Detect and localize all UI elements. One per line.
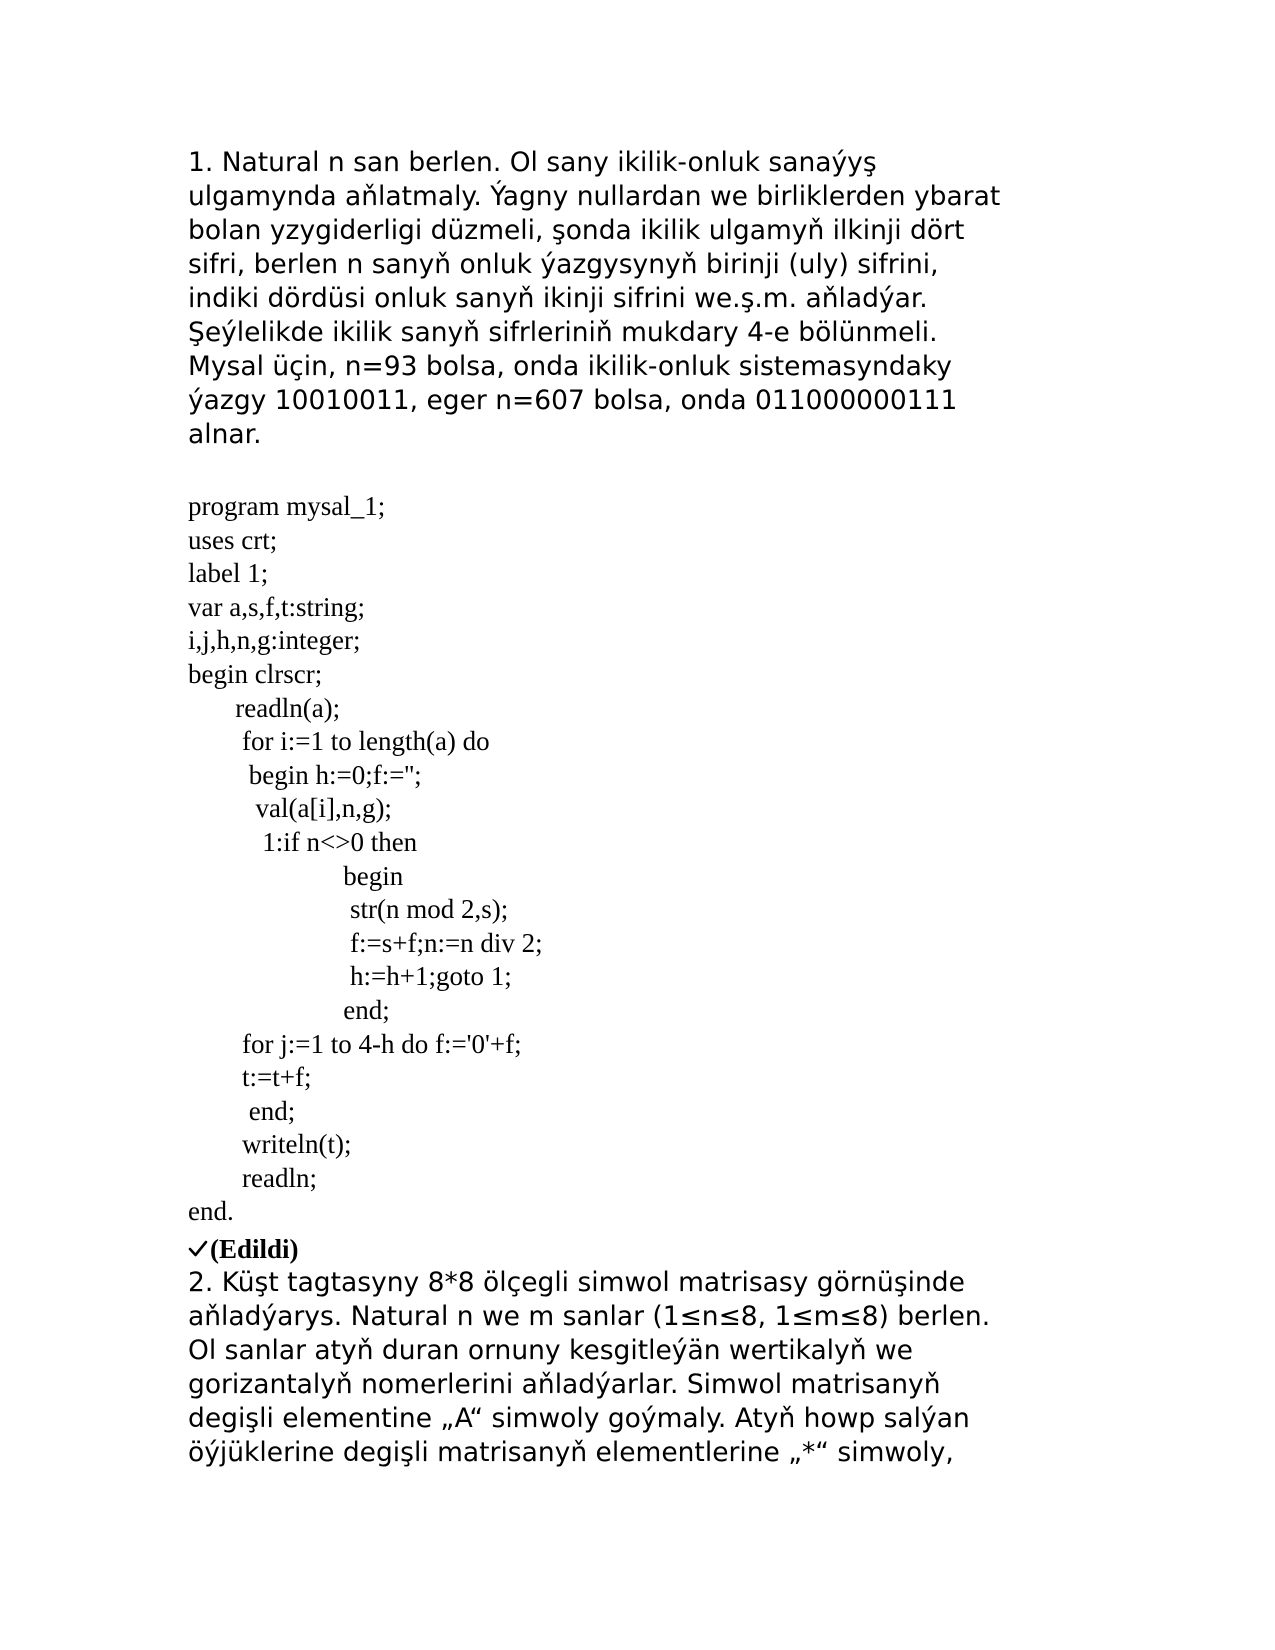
code-line: begin h:=0;f:=''; bbox=[188, 759, 422, 790]
code-line: writeln(t); bbox=[188, 1129, 352, 1160]
code-line: end; bbox=[188, 1095, 296, 1126]
problem-1-line: alnar. bbox=[188, 419, 262, 450]
problem-1-line: 1. Natural n san berlen. Ol sany ikilik-onluk sanaýyş bbox=[188, 147, 877, 178]
problem-1-line: ulgamynda aňlatmaly. Ýagny nullardan we birliklerden ybarat bbox=[188, 181, 1001, 212]
problem-2-line: gorizantalyň nomerlerini aňladýarlar. Simwol matrisanyň bbox=[188, 1369, 941, 1400]
problem-2-line: aňladýarys. Natural n we m sanlar (1≤n≤8, 1≤m≤8) berlen. bbox=[188, 1301, 991, 1332]
problem-2-line: 2. Küşt tagtasyny 8*8 ölçegli simwol matrisasy görnüşinde bbox=[188, 1267, 965, 1298]
code-line: begin bbox=[188, 860, 404, 891]
code-line: label 1; bbox=[188, 558, 269, 589]
problem-2-line: Ol sanlar atyň duran ornuny kesgitleýän wertikalyň we bbox=[188, 1335, 913, 1366]
code-line: for i:=1 to length(a) do bbox=[188, 726, 490, 757]
code-line: end; bbox=[188, 994, 390, 1025]
problem-1-line: bolan yzygiderligi düzmeli, şonda ikilik ulgamyň ilkinji dört bbox=[188, 215, 965, 246]
problem-1-line: indiki dördüsi onluk sanyň ikinji sifrini we.ş.m. aňladýar. bbox=[188, 283, 928, 314]
code-line: begin clrscr; bbox=[188, 658, 323, 689]
code-line: str(n mod 2,s); bbox=[188, 894, 509, 925]
code-line: 1:if n<>0 then bbox=[188, 826, 418, 857]
code-line: program mysal_1; bbox=[188, 491, 386, 521]
problem-1-line: sifri, berlen n sanyň onluk ýazgysynyň birinji (uly) sifrini, bbox=[188, 249, 939, 280]
status-label: (Edildi) bbox=[210, 1234, 299, 1264]
code-line: readln(a); bbox=[188, 692, 341, 723]
code-line: for j:=1 to 4-h do f:='0'+f; bbox=[188, 1028, 522, 1059]
code-line: f:=s+f;n:=n div 2; bbox=[188, 927, 543, 958]
code-line: h:=h+1;goto 1; bbox=[188, 961, 512, 992]
code-line: t:=t+f; bbox=[188, 1062, 312, 1093]
code-line: readln; bbox=[188, 1162, 317, 1193]
code-line: end. bbox=[188, 1196, 234, 1227]
problem-2-line: degişli elementine „A“ simwoly goýmaly. Atyň howp salýan bbox=[188, 1403, 970, 1434]
problem-2-line: öýjüklerine degişli matrisanyň elementlerine „*“ simwoly, bbox=[188, 1437, 954, 1468]
code-line: val(a[i],n,g); bbox=[188, 793, 392, 824]
code-line: var a,s,f,t:string; bbox=[188, 591, 365, 622]
problem-1-line: ýazgy 10010011, eger n=607 bolsa, onda 011000000111 bbox=[188, 385, 958, 416]
check-icon bbox=[188, 1232, 208, 1266]
code-line: uses crt; bbox=[188, 524, 278, 555]
pascal-code-listing bbox=[188, 490, 543, 1229]
problem-2-text bbox=[188, 1266, 990, 1470]
problem-1-line: Mysal üçin, n=93 bolsa, onda ikilik-onluk sistemasyndaky bbox=[188, 351, 952, 382]
problem-1-line: Şeýlelikde ikilik sanyň sifrleriniň mukdary 4-e bölünmeli. bbox=[188, 317, 938, 348]
status-done bbox=[188, 1232, 299, 1266]
code-line: i,j,h,n,g:integer; bbox=[188, 625, 361, 656]
problem-1-text bbox=[188, 146, 1000, 452]
